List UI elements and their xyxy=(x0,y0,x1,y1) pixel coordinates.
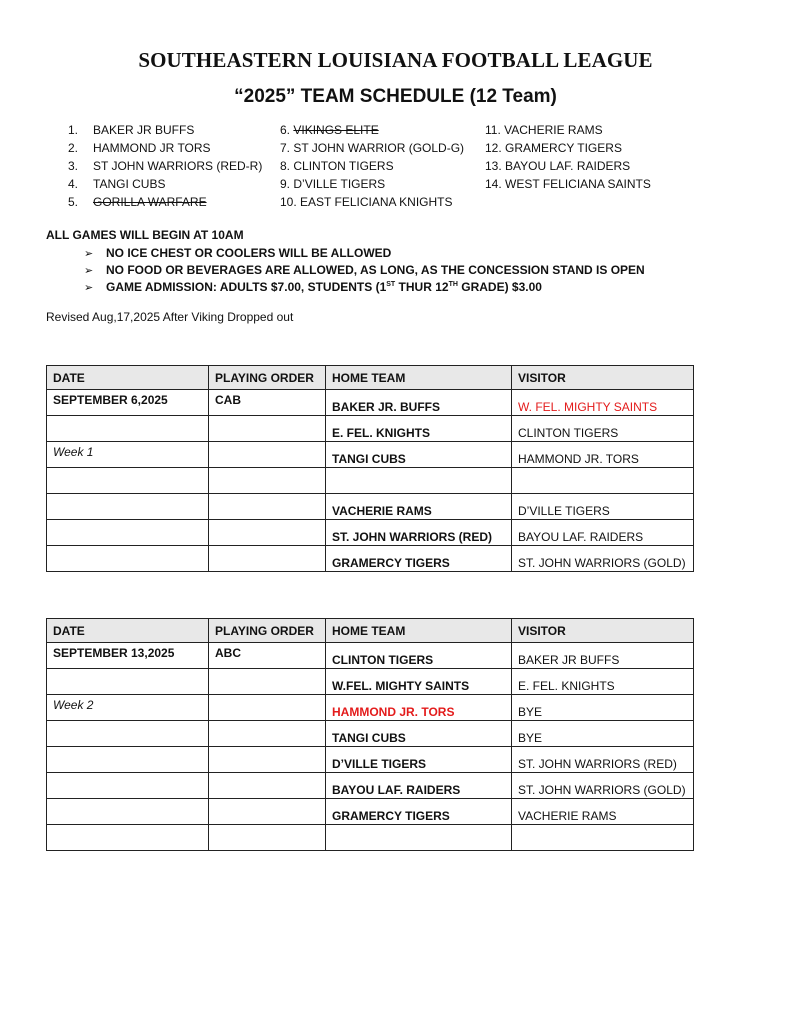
team-name: ST JOHN WARRIORS (RED-R) xyxy=(93,159,263,173)
team-name: CLINTON TIGERS xyxy=(293,159,394,173)
team-name: GRAMERCY TIGERS xyxy=(505,141,622,155)
visitor-cell: W. FEL. MIGHTY SAINTS xyxy=(512,390,694,416)
date-cell xyxy=(47,494,209,520)
home-team-cell: BAYOU LAF. RAIDERS xyxy=(326,773,512,799)
admission-text: GAME ADMISSION: ADULTS $7.00, STUDENTS (1 xyxy=(106,280,387,294)
visitor-cell: CLINTON TIGERS xyxy=(512,416,694,442)
table-row xyxy=(47,747,694,773)
league-title: SOUTHEASTERN LOUISIANA FOOTBALL LEAGUE xyxy=(138,48,653,72)
visitor-cell: BYE xyxy=(512,721,694,747)
team-name: TANGI CUBS xyxy=(93,177,166,191)
column-header-playing-order: PLAYING ORDER xyxy=(209,366,326,390)
team-name: BAKER JR BUFFS xyxy=(93,123,195,137)
table-row xyxy=(47,390,694,416)
table-row xyxy=(47,643,694,669)
home-team-cell: TANGI CUBS xyxy=(326,721,512,747)
schedule-table-week-2 xyxy=(46,618,694,851)
home-team-cell: GRAMERCY TIGERS xyxy=(326,799,512,825)
visitor-cell xyxy=(512,825,694,851)
table-row xyxy=(47,669,694,695)
rule-item xyxy=(84,263,645,280)
table-header-row xyxy=(47,619,694,643)
date-cell xyxy=(47,721,209,747)
team-list-item xyxy=(68,121,262,139)
rule-item-admission xyxy=(84,280,645,297)
team-number: 13. xyxy=(485,159,502,173)
home-team-cell: TANGI CUBS xyxy=(326,442,512,468)
date-cell xyxy=(47,546,209,572)
visitor-cell: E. FEL. KNIGHTS xyxy=(512,669,694,695)
date-cell xyxy=(47,747,209,773)
playing-order-cell xyxy=(209,520,326,546)
home-team-cell: ST. JOHN WARRIORS (RED) xyxy=(326,520,512,546)
ordinal-suffix: TH xyxy=(448,281,458,288)
team-number: 12. xyxy=(485,141,502,155)
playing-order-cell xyxy=(209,468,326,494)
playing-order-cell xyxy=(209,442,326,468)
team-number: 2. xyxy=(68,141,79,155)
visitor-cell: BYE xyxy=(512,695,694,721)
date-cell xyxy=(47,773,209,799)
visitor-cell: HAMMOND JR. TORS xyxy=(512,442,694,468)
column-header-playing-order: PLAYING ORDER xyxy=(209,619,326,643)
visitor-cell: ST. JOHN WARRIORS (RED) xyxy=(512,747,694,773)
admission-text: THUR 12 xyxy=(395,280,449,294)
team-name: BAYOU LAF. RAIDERS xyxy=(505,159,631,173)
date-cell xyxy=(47,799,209,825)
table-row xyxy=(47,416,694,442)
home-team-cell: D’VILLE TIGERS xyxy=(326,747,512,773)
playing-order-cell xyxy=(209,747,326,773)
revision-note: Revised Aug,17,2025 After Viking Dropped out xyxy=(46,310,294,324)
playing-order-cell xyxy=(209,494,326,520)
team-name: EAST FELICIANA KNIGHTS xyxy=(300,195,453,209)
team-list-item xyxy=(280,157,464,175)
rule-item xyxy=(84,246,645,263)
home-team-cell: VACHERIE RAMS xyxy=(326,494,512,520)
table-row xyxy=(47,799,694,825)
team-list-item xyxy=(280,139,464,157)
playing-order-cell xyxy=(209,695,326,721)
table-row xyxy=(47,442,694,468)
home-team-cell: E. FEL. KNIGHTS xyxy=(326,416,512,442)
home-team-cell: W.FEL. MIGHTY SAINTS xyxy=(326,669,512,695)
home-team-cell: GRAMERCY TIGERS xyxy=(326,546,512,572)
column-header-home-team: HOME TEAM xyxy=(326,366,512,390)
column-header-visitor: VISITOR xyxy=(512,366,694,390)
team-number: 3. xyxy=(68,159,79,173)
arrowhead-bullet-icon: ➢ xyxy=(84,265,94,277)
team-list-item xyxy=(280,121,464,139)
table-row xyxy=(47,546,694,572)
playing-order-cell xyxy=(209,546,326,572)
team-list-item xyxy=(68,139,262,157)
team-list-column-3 xyxy=(485,121,651,193)
team-number: 14. xyxy=(485,177,502,191)
date-cell: Week 1 xyxy=(47,442,209,468)
playing-order-cell xyxy=(209,825,326,851)
team-number: 4. xyxy=(68,177,79,191)
team-list-item xyxy=(485,175,651,193)
date-cell xyxy=(47,416,209,442)
rule-text: NO ICE CHEST OR COOLERS WILL BE ALLOWED xyxy=(106,246,392,260)
team-number: 1. xyxy=(68,123,79,137)
column-header-date: DATE xyxy=(47,366,209,390)
playing-order-cell: ABC xyxy=(209,643,326,669)
date-cell: SEPTEMBER 6,2025 xyxy=(47,390,209,416)
home-team-cell xyxy=(326,468,512,494)
admission-text: GRADE) $3.00 xyxy=(457,280,542,294)
playing-order-cell xyxy=(209,416,326,442)
home-team-cell xyxy=(326,825,512,851)
start-time-heading: ALL GAMES WILL BEGIN AT 10AM xyxy=(46,228,244,242)
visitor-cell: D’VILLE TIGERS xyxy=(512,494,694,520)
date-cell xyxy=(47,669,209,695)
team-number: 9. xyxy=(280,177,291,191)
team-name: D’VILLE TIGERS xyxy=(293,177,386,191)
visitor-cell: VACHERIE RAMS xyxy=(512,799,694,825)
team-number: 6. xyxy=(280,123,291,137)
home-team-cell: HAMMOND JR. TORS xyxy=(326,695,512,721)
rules-list xyxy=(46,246,645,297)
table-row xyxy=(47,520,694,546)
team-list-column-1 xyxy=(68,121,262,211)
column-header-home-team: HOME TEAM xyxy=(326,619,512,643)
team-name: WEST FELICIANA SAINTS xyxy=(505,177,651,191)
table-row xyxy=(47,494,694,520)
home-team-cell: BAKER JR. BUFFS xyxy=(326,390,512,416)
schedule-subtitle: “2025” TEAM SCHEDULE (12 Team) xyxy=(234,86,557,107)
team-list-item xyxy=(68,175,262,193)
date-cell: Week 2 xyxy=(47,695,209,721)
team-list-item xyxy=(68,193,262,211)
team-name: ST JOHN WARRIOR (GOLD-G) xyxy=(293,141,465,155)
table-row xyxy=(47,773,694,799)
playing-order-cell xyxy=(209,721,326,747)
rules-section xyxy=(46,228,645,297)
column-header-date: DATE xyxy=(47,619,209,643)
table-row xyxy=(47,695,694,721)
arrowhead-bullet-icon: ➢ xyxy=(84,282,94,294)
visitor-cell: BAYOU LAF. RAIDERS xyxy=(512,520,694,546)
team-number: 11. xyxy=(485,123,501,137)
visitor-cell xyxy=(512,468,694,494)
rule-text: NO FOOD OR BEVERAGES ARE ALLOWED, AS LONG, AS THE CONCESSION STAND IS OPEN xyxy=(106,263,645,277)
date-cell: SEPTEMBER 13,2025 xyxy=(47,643,209,669)
team-name: HAMMOND JR TORS xyxy=(93,141,211,155)
ordinal-suffix: ST xyxy=(386,281,396,288)
team-name-struck: GORILLA WARFARE xyxy=(93,195,207,209)
team-number: 10. xyxy=(280,195,297,209)
visitor-cell: ST. JOHN WARRIORS (GOLD) xyxy=(512,773,694,799)
visitor-cell: ST. JOHN WARRIORS (GOLD) xyxy=(512,546,694,572)
team-number: 7. xyxy=(280,141,291,155)
playing-order-cell xyxy=(209,669,326,695)
column-header-visitor: VISITOR xyxy=(512,619,694,643)
schedule-table-week-1 xyxy=(46,365,694,572)
home-team-cell: CLINTON TIGERS xyxy=(326,643,512,669)
team-list-item xyxy=(280,193,464,211)
team-name-struck: VIKINGS ELITE xyxy=(293,123,379,137)
arrowhead-bullet-icon: ➢ xyxy=(84,248,94,260)
table-row xyxy=(47,825,694,851)
team-list-item xyxy=(485,121,651,139)
team-list-item xyxy=(485,139,651,157)
playing-order-cell: CAB xyxy=(209,390,326,416)
playing-order-cell xyxy=(209,799,326,825)
date-cell xyxy=(47,825,209,851)
team-list-item xyxy=(68,157,262,175)
team-list-column-2 xyxy=(280,121,464,211)
table-row xyxy=(47,721,694,747)
team-number: 8. xyxy=(280,159,291,173)
team-number: 5. xyxy=(68,195,79,209)
table-header-row xyxy=(47,366,694,390)
date-cell xyxy=(47,520,209,546)
team-list-item xyxy=(280,175,464,193)
table-row xyxy=(47,468,694,494)
visitor-cell: BAKER JR BUFFS xyxy=(512,643,694,669)
team-name: VACHERIE RAMS xyxy=(504,123,603,137)
team-list-item xyxy=(485,157,651,175)
playing-order-cell xyxy=(209,773,326,799)
date-cell xyxy=(47,468,209,494)
